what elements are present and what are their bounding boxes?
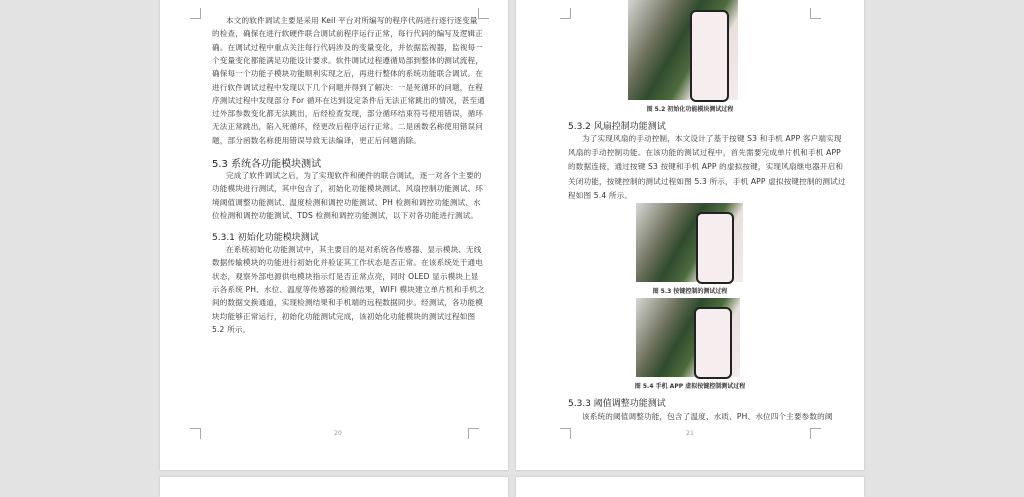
corner-mark	[810, 428, 821, 439]
text-line: 进行软件调试过程中发现以下几个问题并得到了解决：一是死循环的问题，在程	[212, 82, 484, 92]
corner-mark	[468, 428, 479, 439]
text-line: 确。在调试过程中重点关注每行代码涉及的变量变化，并依据监视器，监视每一	[212, 42, 484, 52]
text-line: 功能模块进行测试，其中包含了，初始化功能模块测试、风扇控制功能测试、环	[212, 184, 484, 194]
text-line: 间的数据交换通道，实现检测结果和手机端的远程数据同步。经测试，各功能模	[212, 298, 484, 308]
text-line: 境阈值调整功能测试、温度检测和调控功能测试、PH 检测和调控功能测试、水	[212, 197, 481, 207]
text-line: 为了实现风扇的手动控制，本文设计了基于按键 S3 和手机 APP 客户端实现	[582, 134, 842, 143]
text-line: 确保每一个功能子模块功能顺利实现之后，再进行整体的系统功能联合调试。在	[212, 69, 484, 79]
text-line: 的数据连接，通过按键 S3 按键和手机 APP 的虚拟按键，实现风扇继电器开启和	[568, 162, 844, 172]
page-number: 21	[686, 430, 694, 437]
figure-5-3-caption: 图 5.3 按键控制的测试过程	[652, 288, 728, 295]
text-line: 完成了软件调试之后，为了实现软件和硬件的联合调试，逐一对各个主要的	[226, 171, 482, 180]
corner-mark	[560, 428, 571, 439]
text-line: 状态，观察外部电源供电模块指示灯是否正常点亮，同时 OLED 显示模块上显	[212, 271, 479, 281]
corner-mark	[190, 428, 201, 439]
heading-5-3-3: 5.3.3 阈值调整功能测试	[568, 399, 666, 409]
figure-5-4-caption: 图 5.4 手机 APP 虚拟按键控制测试过程	[634, 383, 746, 390]
figure-5-3-photo	[636, 203, 743, 282]
text-line: 风扇的手动控制功能。在该功能的测试过程中，首先需要完成单片机和手机 APP	[568, 148, 841, 158]
figure-5-2-caption: 图 5.2 初始化功能模块测试过程	[646, 106, 734, 113]
text-line: 序测试过程中发现部分 For 循环在达到设定条件后无法正常跳出的情况，甚至通	[212, 95, 485, 105]
text-line: 块均能够正常运行，初始化功能测试完成，该初始化功能模块的测试过程如图	[212, 311, 476, 321]
corner-mark	[190, 8, 201, 19]
text-line: 关闭功能，按键控制的测试过程如图 5.3 所示，手机 APP 虚拟按键控制的测试过	[568, 176, 846, 186]
text-line: 题，部分函数名称使用错误导致无法编译，更正后问题消除。	[212, 135, 422, 145]
corner-mark	[560, 8, 571, 19]
text-line: 无法正常跳出，陷入死循环，经更改后程序运行正常。二是函数名称使用错误问	[212, 122, 484, 132]
text-line: 个变量变化都能满足功能设计要求。软件调试过程遵循局部到整体的测试流程，	[212, 55, 484, 65]
text-line: 在系统初始化功能测试中，其主要目的是对系统各传感器、显示模块、无线	[226, 245, 482, 254]
text-line: 5.2 所示。	[212, 324, 251, 334]
page-21	[516, 0, 864, 470]
page-number: 20	[334, 430, 342, 437]
page-23-preview	[516, 477, 864, 497]
page-20	[160, 0, 508, 470]
corner-mark	[478, 8, 489, 19]
text-line: 过外部参数变化都无法跳出，后经检查发现，部分循环结束符号使用错误，循环	[212, 109, 484, 119]
text-line: 程如图 5.4 所示。	[568, 190, 633, 200]
text-line: 本文的软件调试主要是采用 Keil 平台对所编写的程序代码进行逐行逐变量	[226, 16, 478, 25]
text-line: 该系统的阈值调整功能，包含了温度、水质、PH、水位四个主要参数的阈	[582, 412, 833, 421]
heading-5-3: 5.3 系统各功能模块测试	[212, 159, 322, 170]
heading-5-3-1: 5.3.1 初始化功能模块测试	[212, 233, 319, 243]
text-line: 示各系统 PH、水位、温度等传感器的检测结果，WIFI 模块建立单片机和手机之	[212, 284, 485, 294]
heading-5-3-2: 5.3.2 风扇控制功能测试	[568, 122, 666, 132]
text-line: 的检查，确保在进行软硬件联合调试前程序运行正常，每行代码的编写及逻辑正	[212, 29, 484, 39]
text-line: 位检测和调控功能测试、TDS 检测和调控功能测试，以下对各功能进行测试。	[212, 210, 479, 220]
figure-5-4-photo	[636, 298, 740, 377]
figure-5-2-photo	[628, 0, 738, 100]
page-22-preview	[160, 477, 508, 497]
text-line: 数据传输模块的功能进行初始化并验证其工作状态是否正常。在该系统处于通电	[212, 258, 484, 268]
corner-mark	[810, 8, 821, 19]
